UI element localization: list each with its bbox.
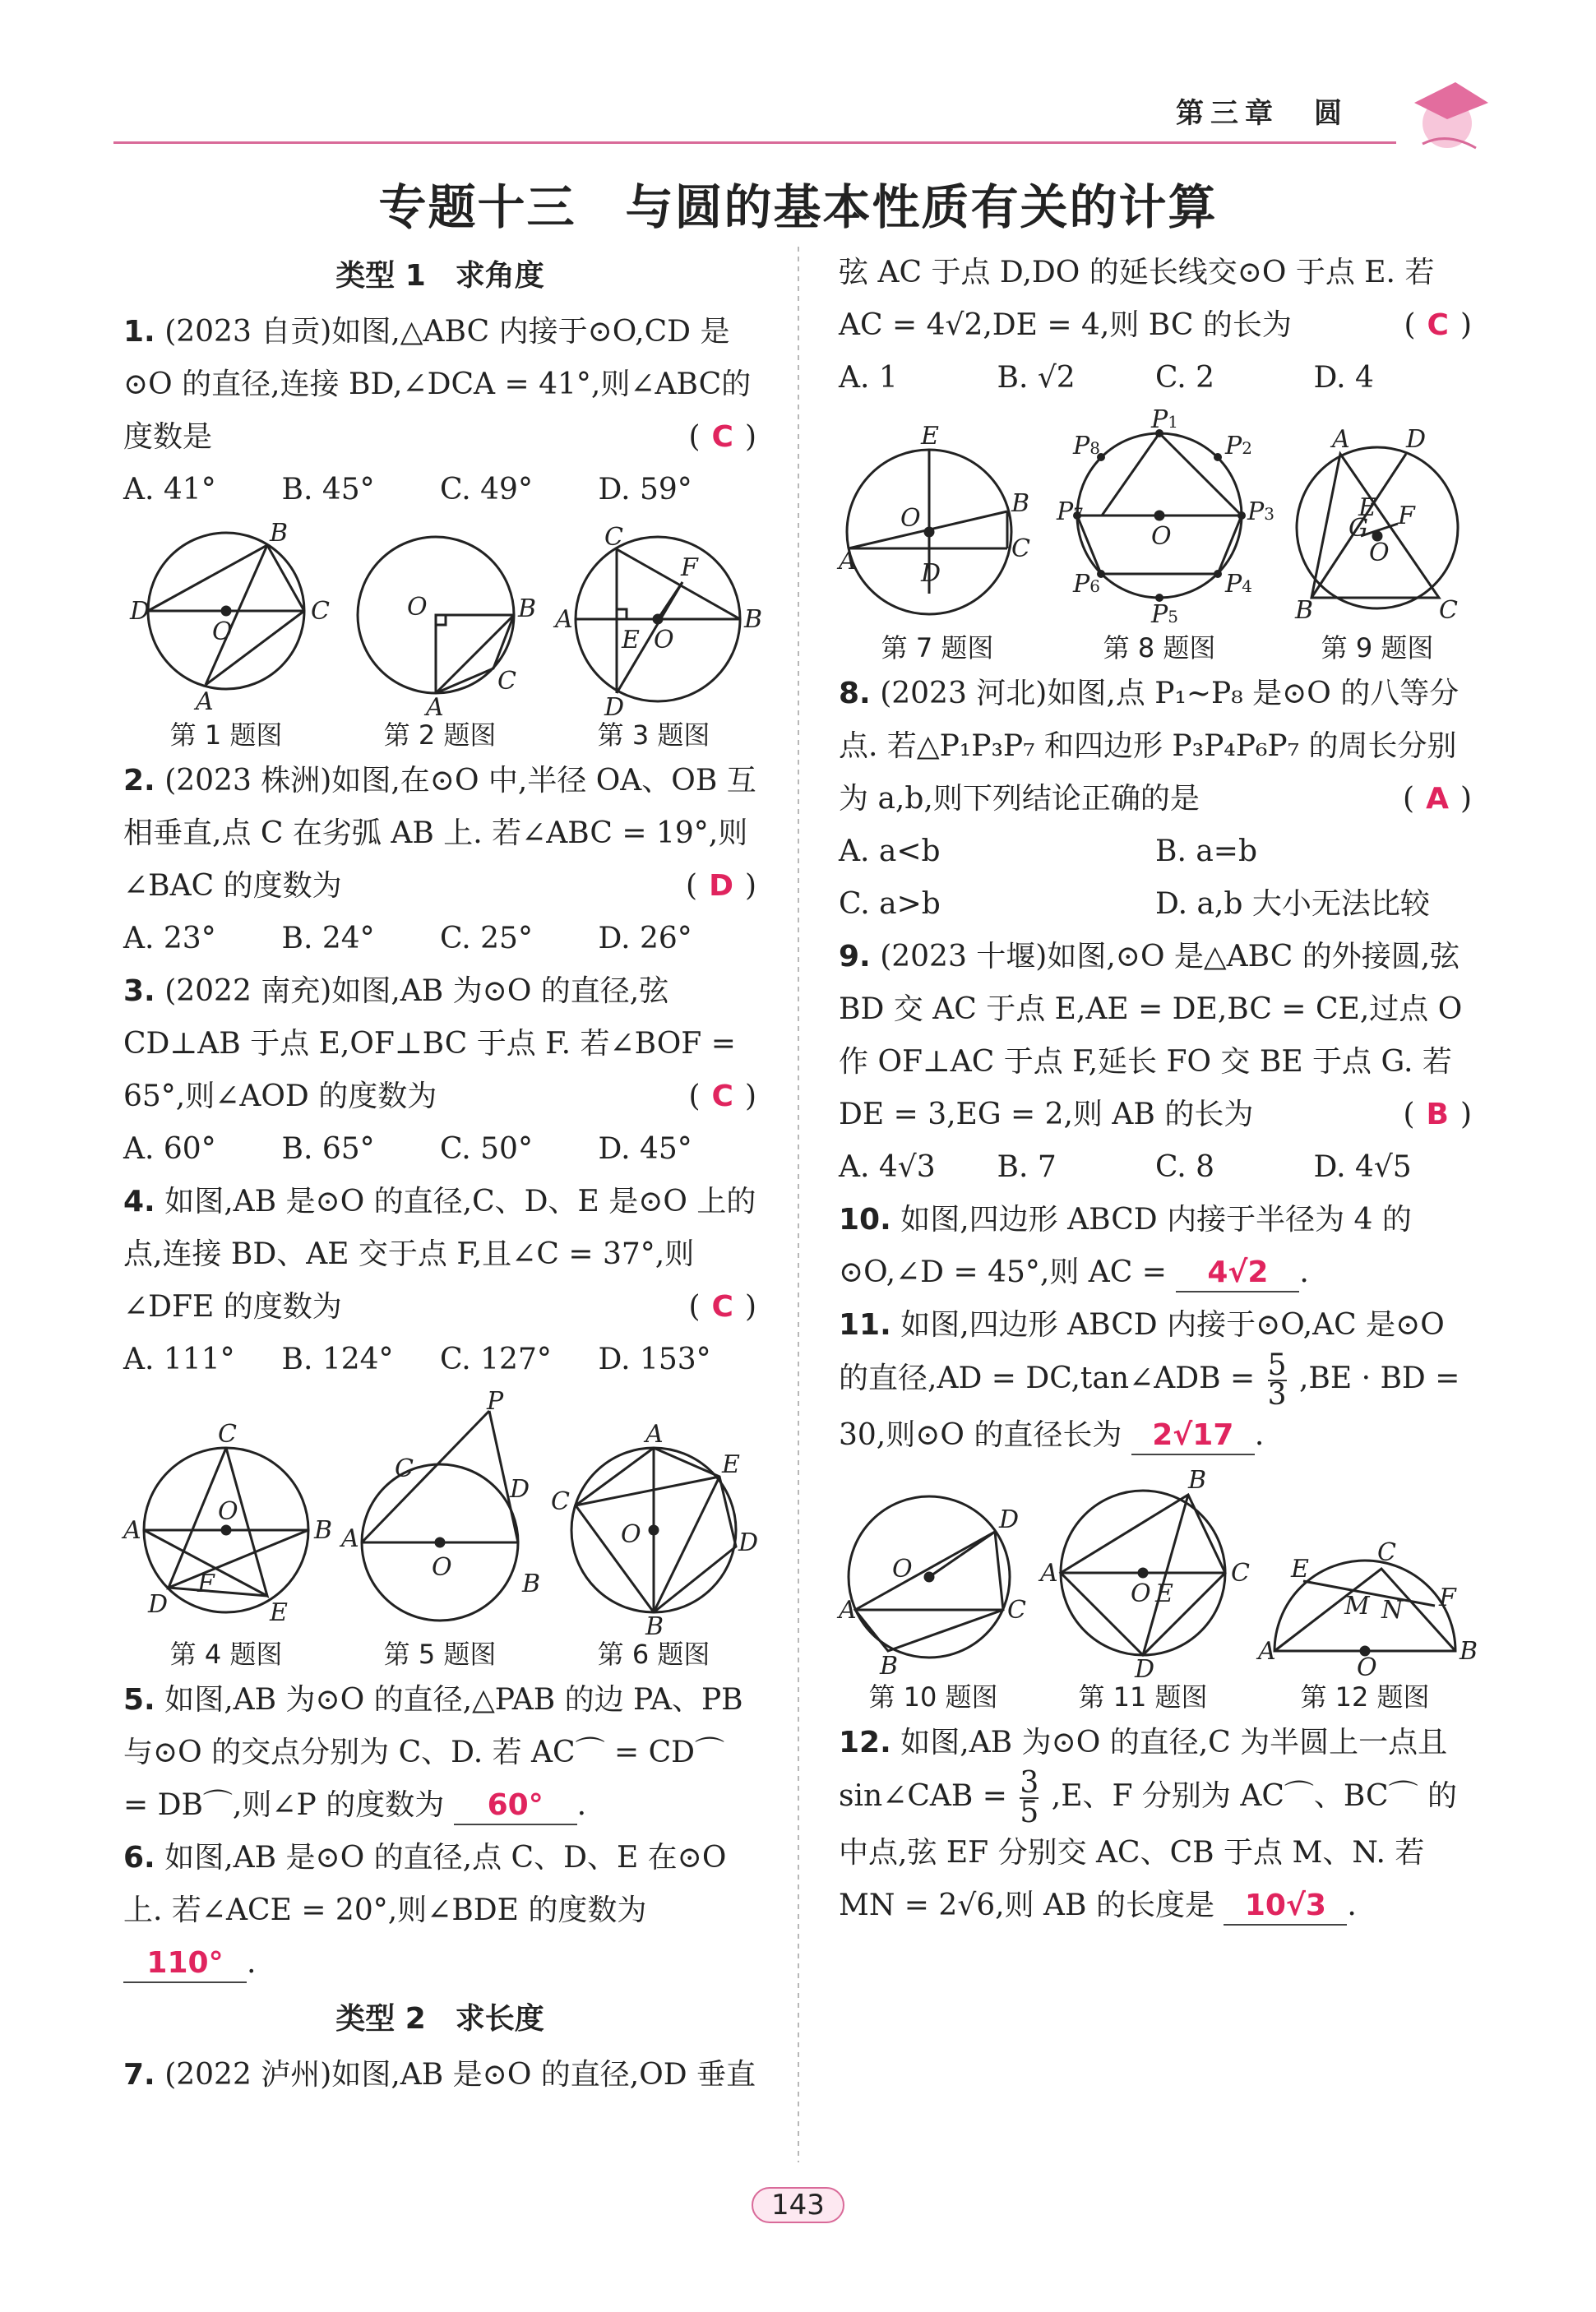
svg-text:O: O: [621, 1520, 641, 1549]
figure-caption: 第 8 题图: [1103, 632, 1216, 664]
option: C. 127°: [440, 1343, 552, 1376]
question-text: (2022 泸州)如图,AB 是⊙O 的直径,OD 垂直: [164, 2058, 756, 2092]
fraction: $\frac{3}{5}$: [1020, 1766, 1039, 1829]
svg-text:C: C: [551, 1487, 570, 1516]
svg-text:A: A: [839, 547, 857, 576]
left-column: [123, 247, 763, 2102]
svg-text:E: E: [921, 422, 939, 451]
question-number: 6.: [123, 1841, 155, 1875]
svg-text:P4: P4: [1225, 570, 1252, 599]
option: C. a>b: [839, 887, 941, 921]
svg-text:C: C: [1377, 1538, 1396, 1567]
option: B. √2: [997, 361, 1076, 395]
option: C. 8: [1155, 1150, 1215, 1184]
svg-text:A: A: [839, 1596, 857, 1625]
option: C. 2: [1155, 361, 1215, 395]
svg-text:O: O: [1369, 539, 1390, 567]
answer-blank: 110°: [123, 1945, 247, 1983]
answer-choice: ( A ): [1403, 782, 1472, 816]
svg-text:F: F: [1439, 1584, 1456, 1612]
figure-row-1: [123, 519, 763, 751]
svg-text:D: D: [1135, 1655, 1155, 1684]
options-q9: [839, 1141, 1472, 1194]
answer-blank: 2√17: [1131, 1417, 1255, 1455]
question-text: ,E、F 分别为 AC⌒、BC⌒ 的中点,弦 EF 分别交 AC、CB 于点 M、N. 若 MN = 2√6,则 AB 的长度是: [839, 1779, 1458, 1922]
svg-text:A: A: [341, 1524, 359, 1553]
header-rule: [113, 141, 1396, 144]
options-q7: [839, 352, 1472, 405]
svg-text:P6: P6: [1073, 570, 1100, 599]
svg-text:P7: P7: [1057, 497, 1084, 526]
svg-text:G: G: [1349, 514, 1368, 543]
svg-text:D: D: [921, 559, 941, 588]
options-q3: [123, 1123, 756, 1176]
figure-q10: [839, 1487, 1028, 1713]
figure-row-2: [123, 1387, 759, 1671]
svg-text:C: C: [1231, 1559, 1250, 1588]
option: D. a,b 大小无法比较: [1155, 887, 1430, 921]
svg-text:D: D: [510, 1475, 530, 1504]
figure-q8: [1057, 405, 1274, 664]
svg-text:B: B: [522, 1570, 541, 1598]
svg-text:D: D: [999, 1505, 1020, 1534]
svg-text:B: B: [270, 519, 289, 548]
section-heading-type1: 类型 1 求角度: [335, 259, 544, 293]
figure-q2: [345, 525, 537, 751]
option: A. 60°: [123, 1132, 216, 1166]
svg-text:F: F: [197, 1570, 215, 1598]
question-number: 10.: [839, 1203, 891, 1237]
figure-q5: [337, 1387, 543, 1671]
question-number: 7.: [123, 2058, 155, 2092]
question-2: [123, 755, 756, 913]
question-text: 如图,AB 为⊙O 的直径,C 为半圆上一点且 sin∠CAB =: [839, 1726, 1448, 1813]
figure-q1: [123, 519, 330, 751]
option: A. 41°: [123, 473, 216, 506]
option: A. 1: [839, 361, 898, 395]
figure-caption: 第 11 题图: [1078, 1681, 1208, 1713]
question-text: (2022 南充)如图,AB 为⊙O 的直径,弦 CD⊥AB 于点 E,OF⊥BC 于点 F. 若∠BOF = 65°,则∠AOD 的度数为: [123, 974, 736, 1113]
question-10: 10. 如图,四边形 ABCD 内接于半径为 4 的⊙O,∠D = 45°,则 AC = 4√2 .: [839, 1194, 1472, 1299]
option: B. a=b: [1155, 835, 1258, 868]
figure-caption: 第 5 题图: [383, 1639, 497, 1670]
question-text: ,BE · BD = 30,则⊙O 的直径长为: [839, 1362, 1460, 1452]
figure-caption: 第 10 题图: [868, 1681, 998, 1713]
option: D. 45°: [598, 1132, 692, 1166]
option: C. 50°: [440, 1132, 533, 1166]
svg-text:O: O: [900, 504, 921, 533]
figure-row-3: [839, 405, 1472, 664]
question-number: 5.: [123, 1683, 155, 1717]
svg-text:A: A: [1332, 425, 1350, 454]
svg-text:A: A: [426, 693, 444, 722]
page-number: 143: [0, 2187, 1596, 2223]
option: B. 7: [997, 1150, 1057, 1184]
question-5: 5. 如图,AB 为⊙O 的直径,△PAB 的边 PA、PB 与⊙O 的交点分别为 C、D. 若 AC⌒ = CD⌒ = DB⌒,则∠P 的度数为 60° .: [123, 1674, 756, 1832]
option: A. 111°: [123, 1343, 235, 1376]
svg-text:E: E: [1291, 1555, 1309, 1584]
svg-text:E: E: [270, 1598, 288, 1627]
figure-q12: [1258, 1503, 1478, 1713]
question-number: 2.: [123, 764, 155, 798]
options-q8: [839, 825, 1472, 931]
options-q2: [123, 913, 756, 965]
svg-text:C: C: [1007, 1596, 1026, 1625]
options-q4: [123, 1334, 756, 1386]
question-9: [839, 931, 1472, 1141]
question-1: [123, 306, 756, 464]
question-text: 如图,AB 为⊙O 的直径,△PAB 的边 PA、PB 与⊙O 的交点分别为 C、D. 若 AC⌒ = CD⌒ = DB⌒,则∠P 的度数为: [123, 1683, 743, 1822]
svg-text:N: N: [1381, 1596, 1404, 1625]
svg-text:O: O: [432, 1553, 452, 1582]
decorative-hat-icon: [1398, 66, 1497, 156]
svg-text:C: C: [604, 523, 623, 552]
options-q1: [123, 464, 756, 516]
option: C. 25°: [440, 922, 533, 955]
question-4: [123, 1176, 756, 1334]
figure-q7: [839, 421, 1036, 664]
svg-text:B: B: [645, 1612, 664, 1641]
svg-text:F: F: [681, 553, 698, 582]
figure-q4: [123, 1420, 333, 1671]
right-column: [839, 247, 1478, 1932]
option: D. 4√5: [1313, 1150, 1412, 1184]
svg-text:B: B: [1011, 489, 1030, 518]
figure-caption: 第 6 题图: [597, 1639, 710, 1670]
option: C. 49°: [440, 473, 533, 506]
fraction: $\frac{5}{3}$: [1267, 1348, 1287, 1412]
option: B. 124°: [281, 1343, 394, 1376]
svg-text:P2: P2: [1225, 432, 1252, 460]
svg-text:D: D: [1406, 425, 1427, 454]
option: B. 65°: [281, 1132, 375, 1166]
svg-text:E: E: [722, 1450, 740, 1479]
svg-text:P: P: [487, 1387, 504, 1416]
option: A. 23°: [123, 922, 216, 955]
svg-text:B: B: [1188, 1466, 1207, 1495]
svg-text:B: B: [518, 594, 537, 623]
figure-q11: [1040, 1466, 1250, 1713]
question-8: [839, 668, 1472, 825]
svg-text:P5: P5: [1151, 600, 1178, 629]
svg-text:C: C: [497, 667, 516, 696]
question-3: [123, 965, 756, 1123]
svg-text:M: M: [1344, 1592, 1370, 1621]
svg-text:E: E: [1155, 1579, 1173, 1608]
svg-text:O: O: [1151, 522, 1172, 551]
question-text: (2023 十堰)如图,⊙O 是△ABC 的外接圆,弦 BD 交 AC 于点 E,AE = DE,BC = CE,过点 O 作 OF⊥AC 于点 F,延长 FO 交 BE 于点 G. 若 DE = 3,EG = 2,则 AB 的长为: [839, 940, 1463, 1131]
answer-blank: 4√2: [1176, 1255, 1299, 1292]
svg-text:E: E: [1358, 493, 1376, 522]
option: D. 26°: [598, 922, 692, 955]
question-number: 3.: [123, 974, 155, 1008]
figure-caption: 第 12 题图: [1300, 1681, 1430, 1713]
option: A. 4√3: [839, 1150, 936, 1184]
figure-caption: 第 3 题图: [597, 719, 710, 751]
svg-text:O: O: [212, 617, 233, 646]
question-number: 1.: [123, 315, 155, 349]
page-title: 专题十三 与圆的基本性质有关的计算: [378, 179, 1218, 235]
question-number: 4.: [123, 1185, 155, 1218]
answer-blank: 60°: [454, 1787, 577, 1825]
question-text: (2023 株洲)如图,在⊙O 中,半径 OA、OB 互相垂直,点 C 在劣弧 AB 上. 若∠ABC = 19°,则∠BAC 的度数为: [123, 764, 756, 903]
svg-text:D: D: [130, 597, 150, 626]
svg-text:A: A: [123, 1516, 141, 1545]
svg-text:O: O: [892, 1555, 913, 1584]
svg-text:A: A: [1040, 1559, 1058, 1588]
svg-text:A: A: [1258, 1637, 1276, 1666]
answer-choice: ( C ): [688, 420, 756, 454]
question-text: 如图,AB 是⊙O 的直径,C、D、E 是⊙O 上的点,连接 BD、AE 交于点 F,且∠C = 37°,则∠DFE 的度数为: [123, 1185, 756, 1324]
figure-row-4: [839, 1466, 1478, 1713]
svg-text:B: B: [744, 605, 763, 634]
svg-text:C: C: [1439, 596, 1458, 625]
svg-text:O: O: [1357, 1653, 1377, 1682]
svg-text:O: O: [1131, 1579, 1151, 1608]
svg-text:C: C: [1011, 534, 1030, 563]
figure-caption: 第 7 题图: [881, 632, 994, 664]
figure-caption: 第 9 题图: [1321, 632, 1434, 664]
svg-text:A: A: [555, 605, 573, 634]
svg-text:B: B: [880, 1652, 899, 1681]
svg-text:A: A: [645, 1420, 664, 1449]
svg-text:B: B: [1460, 1637, 1478, 1666]
question-text: 弦 AC 于点 D,DO 的延长线交⊙O 于点 E. 若 AC = 4√2,DE = 4,则 BC 的长为: [839, 256, 1435, 342]
option: D. 59°: [598, 473, 692, 506]
option: D. 153°: [598, 1343, 711, 1376]
question-number: 11.: [839, 1308, 891, 1342]
answer-blank: 10√3: [1224, 1888, 1347, 1926]
svg-text:P8: P8: [1073, 432, 1100, 460]
question-text: 如图,四边形 ABCD 内接于半径为 4 的⊙O,∠D = 45°,则 AC =: [839, 1203, 1412, 1289]
svg-text:D: D: [604, 693, 625, 722]
option: D. 4: [1313, 361, 1374, 395]
svg-text:D: D: [738, 1528, 759, 1557]
svg-text:B: B: [1295, 596, 1314, 625]
question-number: 9.: [839, 940, 871, 973]
section-heading-type2: 类型 2 求长度: [335, 2002, 544, 2036]
question-number: 8.: [839, 677, 871, 710]
option: A. a<b: [839, 835, 941, 868]
answer-choice: ( B ): [1403, 1098, 1472, 1131]
figure-q3: [551, 523, 763, 751]
svg-text:D: D: [148, 1590, 169, 1619]
question-text: (2023 自贡)如图,△ABC 内接于⊙O,CD 是⊙O 的直径,连接 BD,∠DCA = 41°,则∠ABC的度数是: [123, 315, 752, 454]
column-divider: [798, 247, 799, 2162]
answer-choice: ( C ): [688, 1080, 756, 1113]
answer-choice: ( D ): [686, 869, 756, 903]
chapter-header: 第三章 圆: [1176, 97, 1349, 130]
option: B. 45°: [281, 473, 375, 506]
question-12: 12. 如图,AB 为⊙O 的直径,C 为半圆上一点且 sin∠CAB = $\frac{3}{5}$ ,E、F 分别为 AC⌒、BC⌒ 的中点,弦 EF 分别交 AC、CB 于点 M、N. 若 MN = 2√6,则 AB 的长度是 10√3 .: [839, 1717, 1472, 1932]
svg-text:C: C: [311, 597, 330, 626]
figure-caption: 第 1 题图: [169, 719, 283, 751]
svg-text:E: E: [622, 626, 640, 654]
option: B. 24°: [281, 922, 375, 955]
answer-choice: ( C ): [1404, 308, 1472, 342]
question-text: 如图,AB 是⊙O 的直径,点 C、D、E 在⊙O 上. 若∠ACE = 20°,则∠BDE 的度数为: [123, 1841, 727, 1927]
svg-text:O: O: [407, 593, 428, 622]
svg-text:P3: P3: [1247, 497, 1274, 526]
question-7-start: [123, 2049, 756, 2102]
question-7-cont: [839, 247, 1472, 352]
question-6: 6. 如图,AB 是⊙O 的直径,点 C、D、E 在⊙O 上. 若∠ACE = 20°,则∠BDE 的度数为 110° .: [123, 1832, 756, 1990]
question-text: (2023 河北)如图,点 P₁~P₈ 是⊙O 的八等分点. 若△P₁P₃P₇ 和四边形 P₃P₄P₆P₇ 的周长分别为 a,b,则下列结论正确的是: [839, 677, 1460, 816]
answer-choice: ( C ): [688, 1290, 756, 1324]
figure-q9: [1283, 421, 1472, 664]
question-number: 12.: [839, 1726, 891, 1759]
question-11: 11. 如图,四边形 ABCD 内接于⊙O,AC 是⊙O 的直径,AD = DC,tan∠ADB = $\frac{5}{3}$ ,BE · BD = 30,则⊙O 的直径长为 2√17 .: [839, 1299, 1472, 1462]
svg-text:C: C: [395, 1454, 414, 1483]
figure-q6: [551, 1419, 759, 1671]
svg-text:O: O: [654, 626, 674, 654]
svg-text:F: F: [1398, 502, 1415, 530]
svg-text:A: A: [196, 687, 214, 716]
figure-caption: 第 2 题图: [383, 719, 497, 751]
svg-text:B: B: [314, 1516, 333, 1545]
figure-caption: 第 4 题图: [169, 1639, 283, 1670]
svg-text:C: C: [218, 1420, 237, 1449]
svg-text:P1: P1: [1151, 405, 1178, 434]
svg-text:O: O: [218, 1497, 238, 1526]
question-text: 如图,四边形 ABCD 内接于⊙O,AC 是⊙O 的直径,AD = DC,tan∠ADB =: [839, 1308, 1445, 1395]
